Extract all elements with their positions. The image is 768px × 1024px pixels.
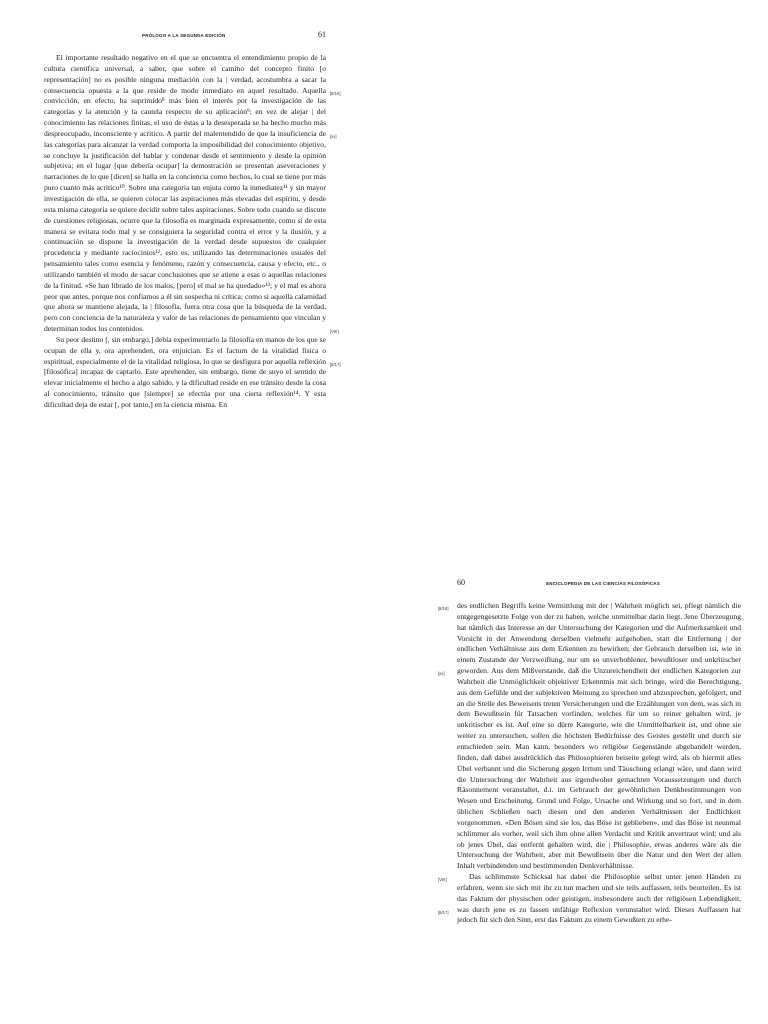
paragraph: Su peor destino [, sin embargo,] debía experimentarlo la filosofía en manos de los que se ocupan de ella y, ora aprehenden, ora enjuician. Es el factum de la vitalidad física o espiritual, especialmente el de la vitalidad religiosa, lo que se desfigura por aquella reflexión [filosófica] incapaz de captarlo. Este aprehender, sin embargo, tiene de suyo el sentido de elevar inicialmente el hecho a algo sabido, y la dificultad reside en ese tránsito desde la cosa al conocimiento, tránsito que [siempre] se efectúa por una cierta reflexión¹⁴. Y esta dificultad deja de estar [, por tanto,] en la ciencia misma. En [44,334,326,409]
running-header [457,578,741,587]
page-number: 61 [318,30,326,39]
running-header [44,30,326,39]
margin-note: [VIII] [438,877,447,883]
margin-note: [xx] [438,671,445,677]
margin-note: [VIII] [330,329,339,335]
page-number: 60 [457,578,465,587]
paragraph: des endlichen Begriffs keine Vermittlung mit der | Wahrheit möglich sei, pflegt nämlich die entgegengesetzte Folge von der zu haben, welche unmittelbar darin liegt. Jene Überzeugung hat nämlich das Interesse an der Untersuchung der Kategorien und die Aufmerksamkeit und Vorsicht in der Anwendung derselben vielmehr aufgehoben, statt die Entfernung | der endlichen Verhältnisse aus dem Erkennen zu bewirken; der Gebrauch derselben ist, wie in einem Zustande der Verzweiflung, nur um so unverhohlener, bewußtloser und unkritischer geworden. Aus dem Mißverstande, daß die Unzureichendheit der endlichen Kategorien zur Wahrheit die Unmöglichkeit objektiver Erkenntnis mit sich bringe, wird die Berechtigung, aus dem Gefühle und der subjektiven Meinung zu sprechen und abzusprechen, gefolgert, und an die Stelle des Beweisens treten Versicherungen und die Erzählungen von dem, was sich in dem Bewußtsein für Tatsachen vorfinden, welches für um so reiner gehalten wird, je unkritischer es ist. Auf eine so dürre Kategorie, wie die Unmittelbarkeit ist, und ohne sie weiter zu untersuchen, sollen die höchsten Bedürfnisse des Geistes gestellt und durch sie entschieden sein. Man kann, besonders wo religiöse Gegenstände abgehandelt werden, finden, daß dabei ausdrücklich das Philosophieren beiseite gelegt wird, als ob hiermit alles Übel verbannt und die Sicherung gegen Irrtum und Täuschung erlangt wäre, und dann wird die Untersuchung der Wahrheit aus irgendwoher gemachten Voraussetzungen und durch Räsonnement veranstaltet, d.i. im Gebrauch der gewöhnlichen Denkbestimmungen von Wesen und Erscheinung, Grund und Folge, Ursache und Wirkung und so fort, und in dem üblichen Schließen nach diesen und den anderen Verhältnissen der Endlichkeit vorgenommen. «Den Bösen sind sie los, das Böse ist geblieben», und das Böse ist neunmal schlimmer als vorher, weil sich ihm ohne allen Verdacht und Kritik anvertraut wird; und als ob jenes Übel, das entfernt gehalten wird, die | Philosophie, etwas anderes wäre als die Untersuchung der Wahrheit, aber mit Bewußtsein über die Natur und den Wert der allen Inhalt verbindenden und bestimmenden Denkverhältnisse. [457,601,741,871]
body-text [44,53,341,411]
page-61 [44,30,341,411]
body-text [438,601,741,926]
paragraph: El importante resultado negativo en el que se encuentra el entendimiento propio de la cultura científica universal, a saber, que sobre el camino del concepto finito [o representación] no es posible ninguna mediación con la | verdad, acostumbra a sacar la consecuencia opuesta a la que reside de modo inmediato en aquel resultado. Aquella convicción, en efecto, ha suprimido⁸ más bien el interés por la investigación de las categorías y la atención y la cautela respecto de su aplicación⁹; en vez de alejar | del conocimiento las relaciones finitas, el uso de éstas a la desesperada se ha hecho mucho más despreocupado, inconsciente y acrítico. A partir del malentendido de que la insuficiencia de las categorías para alcanzar la verdad comporta la imposibilidad del conocimiento objetivo, se concluye la justificación del hablar y condenar desde el sentimiento y desde la opinión subjetiva; en el lugar [que debería ocupar] la demostración se presentan aseveraciones y narraciones de lo que [dicen] se halla en la conciencia como hechos, lo cual se tiene por más puro cuanto más acrítico¹⁰. Sobre una categoría tan enjuta como la inmediatez¹¹ y sin mayor investigación de ella, se quieren colocar las aspiraciones más elevadas del espíritu, y desde esta misma categoría se quiere decidir sobre tales aspiraciones. Sobre todo cuando se discute de cuestiones religiosas, ocurre que la filosofía es marginada expresamente, como si de esta manera se evitara todo mal y se consiguiera la seguridad contra el error y la ilusión, y a continuación se dispone la investigación de la verdad desde supuestos de cualquier procedencia y mediante raciocinios¹², esto es, utilizando las determinaciones usuales del pensamiento tales como esencia y fenómeno, razón y consecuencia, causa y efecto, etc., o utilizando también el modo de sacar conclusiones que se atiene a esas o aquellas relaciones de la finitud. «Se han librado de los malos, [pero] el mal se ha quedado»¹³; y el mal es ahora peor que antes, porque nos confiamos a él sin sospecha ni crítica; como si aquella calamidad que ahora se mantiene alejada, la | filosofía, fuera otra cosa que la búsqueda de la verdad, pero con conciencia de la naturaleza y valor de las relaciones de pensamiento que vinculan y determinan todos los contenidos. [44,53,326,334]
page-60 [438,578,741,926]
margin-note: [xx] [330,133,337,139]
margin-note: [8/16] [330,90,341,96]
running-title: PRÓLOGO A LA SEGUNDA EDICIÓN [142,33,226,38]
margin-note: [8/16] [438,606,449,611]
running-title: ENCICLOPEDIA DE LAS CIENCIAS FILOSÓFICAS [546,581,660,586]
paragraph: Das schlimmste Schicksal hat dabei die Philosophie selbst unter jenen Händen zu erfahren, wenn sie sich mit ihr zu tun machen und sie teils auffassen, teils beurteilen. Es ist das Faktum der physischen oder geistigen, insbesondere auch der religiösen Lebendigkeit, was durch jene es zu fassen unfähige Reflexion verunstaltet wird. Dieses Auffassen hat jedoch für sich den Sinn, erst das Faktum zu einem Gewußten zu erhe- [457,872,741,925]
margin-note: [8/17] [330,361,341,367]
margin-note: [8/17] [438,909,449,915]
